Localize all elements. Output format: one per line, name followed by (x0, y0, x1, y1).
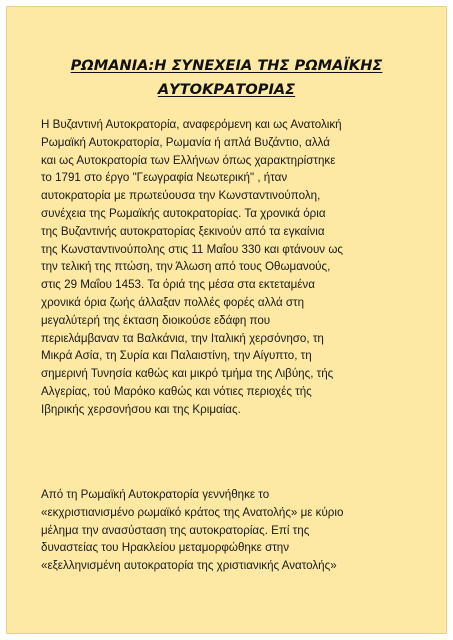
text-line: περιελάμβαναν τα Βαλκάνια, την Ιταλική χερσόνησο, τη (41, 331, 324, 345)
text-line: «εκχριστιανισμένο ρωμαϊκό κράτος της Ανατολής» με κύριο (41, 505, 344, 519)
text-line: Η Βυζαντινή Αυτοκρατορία, αναφερόμενη και ως Ανατολική (41, 118, 342, 131)
paragraph-2 (41, 486, 423, 575)
text-line: μέλημα την ανασύσταση της αυτοκρατορίας. Επί της (41, 523, 310, 537)
text-line: την τελική της πτώση, την Άλωση από τους Οθωμανούς, (41, 260, 331, 274)
text-line: «εξελληνισμένη αυτοκρατορία της χριστιανικής Ανατολής» (41, 559, 337, 573)
text-line: Από τη Ρωμαϊκή Αυτοκρατορία γεννήθηκε το (41, 488, 270, 501)
text-line: Μικρά Ασία, τη Συρία και Παλαιστίνη, την Αίγυπτο, τη (41, 349, 312, 363)
text-line: σημερινή Τυνησία καθώς και μικρό τμήμα της Λιβύης, τής (41, 367, 334, 381)
text-line: μεγαλύτερή της έκταση διοικούσε εδάφη που (41, 313, 271, 327)
document-title (36, 54, 417, 102)
text-line: της Κωνσταντινούπολης στις 11 Μαΐου 330 και φτάνουν ως (41, 242, 343, 256)
title-line: ΑΥΤΟΚΡΑΤΟΡΙΑΣ (157, 81, 296, 98)
paragraph-1 (41, 116, 423, 419)
text-line: Ρωμαϊκή Αυτοκρατορία, Ρωμανία ή απλά Βυζάντιο, αλλά (41, 135, 330, 149)
text-line: Αλγερίας, τού Μαρόκο καθώς και νότιες περιοχές τής (41, 384, 312, 398)
text-line: Ιβηρικής χερσονήσου και της Κριμαίας. (41, 402, 241, 416)
text-line: συνέχεια της Ρωμαϊκής αυτοκρατορίας. Τα χρονικά όρια (41, 206, 326, 220)
text-line: το 1791 στο έργο "Γεωγραφία Νεωτερική" , ήταν (41, 171, 288, 185)
text-line: και ως Αυτοκρατορία των Ελλήνων όπως χαρακτηρίστηκε (41, 153, 336, 167)
title-line: ΡΩΜΑΝΙΑ:Η ΣΥΝΕΧΕΙΑ ΤΗΣ ΡΩΜΑΪΚΗΣ (70, 57, 383, 74)
text-line: δυναστείας του Ηρακλείου μεταμορφώθηκε στην (41, 541, 290, 555)
text-line: στις 29 Μαΐου 1453. Τα όριά της μέσα στα εκτεταμένα (41, 278, 315, 292)
text-line: χρονικά όρια ζωής άλλαξαν πολλές φορές αλλά στη (41, 295, 305, 309)
text-line: της Βυζαντινής αυτοκρατορίας ξεκινούν από τα εγκαίνια (41, 224, 325, 238)
text-line: αυτοκρατορία με πρωτεύουσα την Κωνσταντινούπολη, (41, 189, 321, 203)
